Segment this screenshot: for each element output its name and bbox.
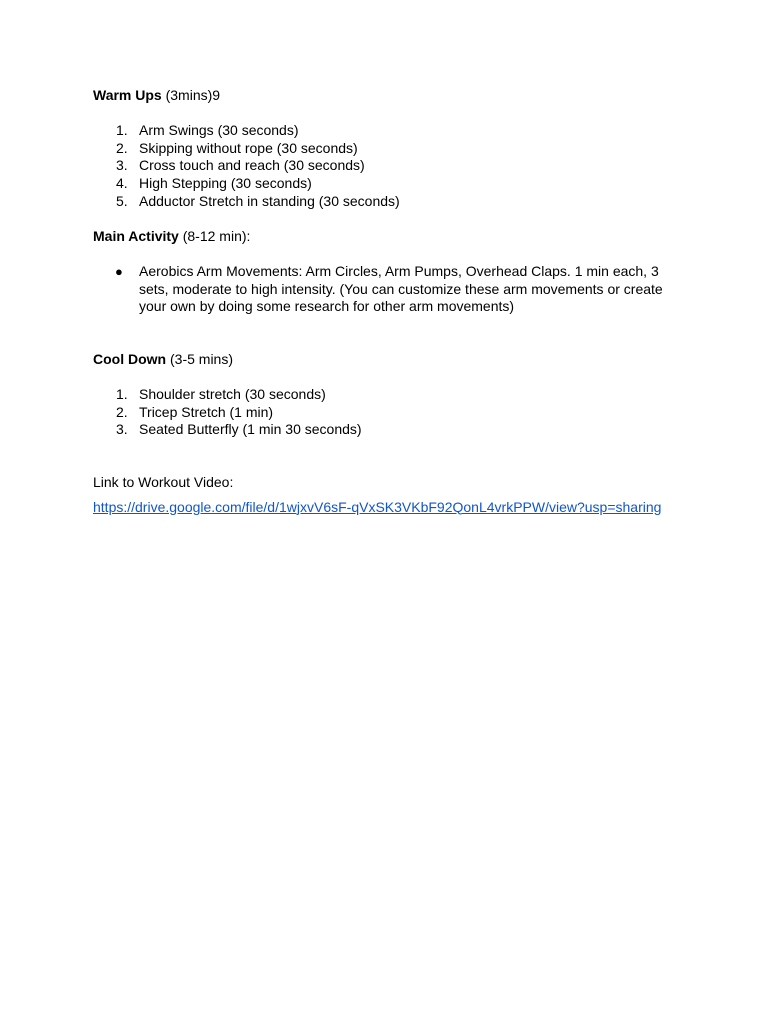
list-number: 4. [116,174,128,191]
list-number: 3. [116,421,128,438]
workout-video-link[interactable]: https://drive.google.com/file/d/1wjxvV6sF-qVxSK3VKbF92QonL4vrkPPW/view?usp=sharing [93,498,662,515]
list-item [93,404,683,422]
video-link-label: Link to Workout Video: [93,474,234,491]
list-item [93,386,683,404]
list-item-text: Adductor Stretch in standing (30 seconds) [139,192,400,209]
list-item-text: High Stepping (30 seconds) [139,174,312,191]
list-item [93,193,683,211]
spacer [93,492,683,499]
spacer [93,210,683,228]
warm-ups-duration: (3mins)9 [161,87,221,103]
list-item-text: Cross touch and reach (30 seconds) [139,157,365,174]
list-number: 2. [116,403,128,420]
list-number: 2. [116,139,128,156]
cool-down-duration: (3-5 mins) [166,350,234,367]
cool-down-list [93,386,683,439]
warm-ups-list [93,122,683,210]
list-item-text: Skipping without rope (30 seconds) [139,139,358,156]
list-item [93,175,683,193]
list-item-text: Arm Swings (30 seconds) [139,122,299,139]
list-number: 3. [116,157,128,174]
warm-ups-heading [93,87,683,105]
main-activity-list [93,263,683,316]
spacer [93,439,683,474]
list-item-text: Seated Butterfly (1 min 30 seconds) [139,421,362,438]
list-item-text: Shoulder stretch (30 seconds) [139,386,326,403]
list-number: 1. [116,122,128,139]
main-activity-title: Main Activity [93,227,179,244]
warm-ups-title: Warm Ups [93,87,162,103]
main-activity-heading [93,228,683,246]
bullet-icon: ● [115,263,123,279]
document-body [93,87,683,516]
spacer [93,105,683,123]
list-item [93,140,683,158]
main-activity-duration: (8-12 min): [178,227,251,244]
list-item [93,122,683,140]
list-item-text: Tricep Stretch (1 min) [139,403,274,420]
list-item [93,263,683,316]
cool-down-title: Cool Down [93,350,167,367]
list-number: 5. [116,192,128,209]
list-item-text: Aerobics Arm Movements: Arm Circles, Arm Pumps, Overhead Claps. 1 min each, 3 sets, moderate to high intensity. (You can customize these arm movements or create your own by doing some research for other arm movements) [139,262,663,315]
spacer [93,369,683,387]
spacer [93,316,683,351]
list-number: 1. [116,386,128,403]
spacer [93,245,683,263]
list-item [93,157,683,175]
list-item [93,421,683,439]
cool-down-heading [93,351,683,369]
